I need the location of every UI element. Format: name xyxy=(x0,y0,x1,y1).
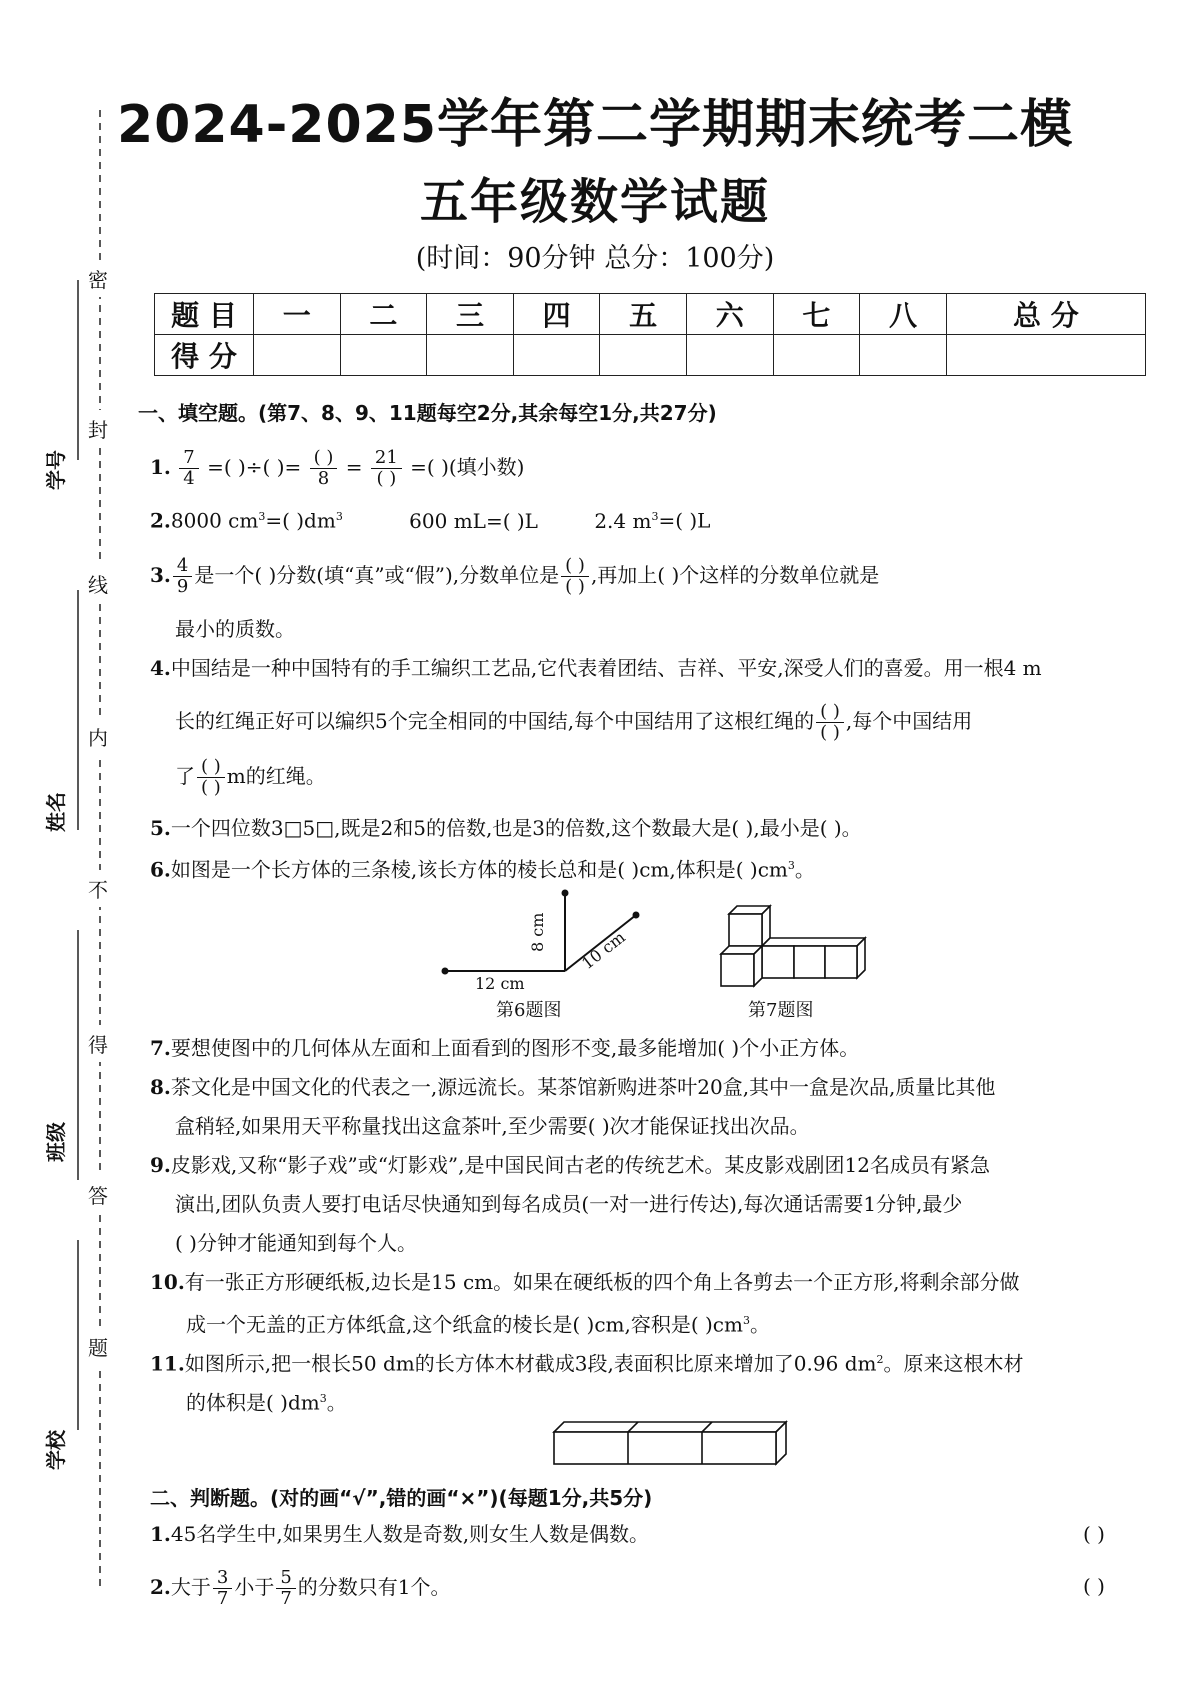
answer-paren[interactable]: ( ) xyxy=(1083,1574,1105,1598)
question-11 xyxy=(150,1348,1023,1376)
score-table-header-cell: 一 xyxy=(254,294,341,335)
score-table-header-cell: 五 xyxy=(600,294,687,335)
seal-char: 题 xyxy=(88,1328,108,1365)
score-table-header-row xyxy=(155,294,1146,335)
text: 。 xyxy=(749,1312,770,1337)
text: 小于 xyxy=(234,1575,275,1599)
time-info: (时间：90分钟 总分：100分) xyxy=(415,243,775,274)
judge-question-2 xyxy=(150,1568,451,1609)
text: ,再加上( )个这样的分数单位就是 xyxy=(590,563,880,587)
question-number: 9. xyxy=(150,1153,171,1177)
answer-paren[interactable]: ( ) xyxy=(1083,1522,1105,1546)
question-number: 8. xyxy=(150,1075,171,1099)
superscript: 3 xyxy=(787,859,795,872)
name-label: 姓名 xyxy=(44,792,68,832)
score-cell[interactable] xyxy=(686,335,773,376)
figure-6-caption: 第6题图 xyxy=(496,1000,562,1021)
text: 中国结是一种中国特有的手工编织工艺品,它代表着团结、吉祥、平安,深受人们的喜爱。用一根4 m xyxy=(170,656,1042,680)
question-9-line3: ( )分钟才能通知到每个人。 xyxy=(175,1231,417,1255)
fraction xyxy=(173,556,192,597)
score-cell[interactable] xyxy=(340,335,427,376)
numerator: 7 xyxy=(179,448,198,469)
score-table-header-cell: 六 xyxy=(686,294,773,335)
superscript: 3 xyxy=(258,510,266,523)
superscript: 3 xyxy=(319,1392,327,1405)
text: =( )L xyxy=(658,508,711,533)
figure-7-caption: 第7题图 xyxy=(748,1000,814,1021)
score-cell[interactable] xyxy=(600,335,687,376)
text: 的分数只有1个。 xyxy=(297,1575,451,1599)
question-7 xyxy=(150,1036,859,1060)
figure-6-label-width: 10 cm xyxy=(578,927,629,973)
school-label: 学校 xyxy=(44,1430,68,1470)
binding-margin xyxy=(40,100,130,1600)
question-9-line2: 演出,团队负责人要打电话尽快通知到每名成员(一对一进行传达),每次通话需要1分钟,最少 xyxy=(175,1192,963,1216)
score-table-header-cell: 二 xyxy=(340,294,427,335)
question-10-line2 xyxy=(186,1309,770,1337)
question-3 xyxy=(150,556,879,597)
fraction xyxy=(310,448,338,489)
figure-11-timber xyxy=(550,1418,790,1470)
question-number: 1. xyxy=(150,1522,171,1546)
seal-char: 线 xyxy=(88,565,108,602)
question-number: 2. xyxy=(150,1575,171,1599)
question-10 xyxy=(150,1270,1019,1294)
fraction-blank[interactable] xyxy=(197,757,225,798)
section2-heading: 二、判断题。(对的画“√”,错的画“×”)(每题1分,共5分) xyxy=(150,1486,653,1510)
score-cell[interactable] xyxy=(860,335,947,376)
denominator: 9 xyxy=(176,576,189,597)
superscript: 3 xyxy=(651,510,659,523)
denominator-blank[interactable]: ( ) xyxy=(565,576,585,597)
question-number: 3. xyxy=(150,563,171,587)
text: 。 xyxy=(794,857,815,882)
text: 8000 cm xyxy=(170,508,259,533)
score-cell[interactable] xyxy=(946,335,1145,376)
question-4 xyxy=(150,656,1042,680)
score-table-header-cell: 总 分 xyxy=(946,294,1145,335)
text: 600 mL=( )L xyxy=(409,508,538,533)
figure-6-label-height: 8 cm xyxy=(528,912,547,952)
text: 一个四位数3□5□,既是2和5的倍数,也是3的倍数,这个数最大是( ),最小是( )。 xyxy=(170,816,862,840)
text: 有一张正方形硬纸板,边长是15 cm。如果在硬纸板的四个角上各剪去一个正方形,将剩余部分做 xyxy=(184,1270,1020,1294)
text: 成一个无盖的正方体纸盒,这个纸盒的棱长是( )cm,容积是( )cm xyxy=(186,1312,743,1337)
numerator-blank[interactable]: ( ) xyxy=(197,757,225,778)
section1-heading: 一、填空题。(第7、8、9、11题每空2分,其余每空1分,共27分) xyxy=(138,401,717,425)
fraction xyxy=(213,1568,232,1609)
question-number: 5. xyxy=(150,816,171,840)
student-id-label: 学号 xyxy=(44,450,68,490)
text: =( )(填小数) xyxy=(410,455,525,479)
question-number: 1. xyxy=(150,455,171,479)
denominator: 7 xyxy=(216,1588,229,1609)
denominator-blank[interactable]: ( ) xyxy=(376,468,397,489)
seal-char: 内 xyxy=(88,718,108,755)
seal-char: 密 xyxy=(88,260,108,297)
judge-question-1 xyxy=(150,1522,649,1546)
score-cell[interactable] xyxy=(427,335,514,376)
text: 皮影戏,又称“影子戏”或“灯影戏”,是中国民间古老的传统艺术。某皮影戏剧团12名成员有紧急 xyxy=(170,1153,990,1177)
fraction xyxy=(276,1568,295,1609)
numerator: 21 xyxy=(371,448,402,469)
superscript: 3 xyxy=(742,1314,750,1327)
fraction xyxy=(179,448,198,489)
question-6 xyxy=(150,854,815,882)
text: 大于 xyxy=(170,1575,211,1599)
score-cell[interactable] xyxy=(773,335,860,376)
seal-char: 封 xyxy=(88,410,108,447)
question-4-line3 xyxy=(175,757,326,798)
denominator: 8 xyxy=(317,468,330,489)
text: 长的红绳正好可以编织5个完全相同的中国结,每个中国结用了这根红绳的 xyxy=(175,709,815,733)
score-table-header-cell: 四 xyxy=(513,294,600,335)
text: 的体积是( )dm xyxy=(186,1390,320,1415)
text: 了 xyxy=(175,764,195,788)
class-label: 班级 xyxy=(44,1122,68,1162)
numerator: 5 xyxy=(276,1568,295,1589)
superscript: 3 xyxy=(335,510,343,523)
question-8-line2: 盒稍轻,如果用天平称量找出这盒茶叶,至少需要( )次才能保证找出次品。 xyxy=(175,1114,810,1138)
seal-char: 得 xyxy=(88,1025,108,1062)
score-cell[interactable] xyxy=(513,335,600,376)
question-1 xyxy=(150,448,524,489)
question-8 xyxy=(150,1075,995,1099)
numerator: 4 xyxy=(173,556,192,577)
numerator: 3 xyxy=(213,1568,232,1589)
seal-char: 不 xyxy=(88,870,108,907)
text: =( )dm xyxy=(265,508,336,533)
denominator: 7 xyxy=(280,1588,292,1609)
score-cell[interactable] xyxy=(254,335,341,376)
question-2 xyxy=(150,505,710,533)
exam-title: 2024-2025学年第二学期期末统考二模 xyxy=(116,95,1074,155)
question-4-line2 xyxy=(175,702,972,743)
exam-subtitle: 五年级数学试题 xyxy=(419,174,770,230)
text: 要想使图中的几何体从左面和上面看到的图形不变,最多能增加( )个小正方体。 xyxy=(170,1036,860,1060)
fraction-blank[interactable] xyxy=(561,556,589,597)
fraction xyxy=(371,448,402,489)
score-table-header-cell: 三 xyxy=(427,294,514,335)
superscript: 2 xyxy=(876,1353,884,1366)
figure-6-label-length: 12 cm xyxy=(475,974,525,993)
denominator-blank[interactable]: ( ) xyxy=(820,722,840,743)
denominator: 4 xyxy=(183,468,195,489)
text: 是一个( )分数(填“真”或“假”),分数单位是 xyxy=(194,563,560,587)
text: 。原来这根木材 xyxy=(883,1351,1024,1376)
question-9 xyxy=(150,1153,990,1177)
score-table-score-row xyxy=(155,335,1146,376)
score-table-header-cell: 七 xyxy=(773,294,860,335)
question-number: 2. xyxy=(150,508,171,533)
denominator-blank[interactable]: ( ) xyxy=(201,777,221,798)
text: 茶文化是中国文化的代表之一,源远流长。某茶馆新购进茶叶20盒,其中一盒是次品,质量比其他 xyxy=(170,1075,996,1099)
text: 如图是一个长方体的三条棱,该长方体的棱长总和是( )cm,体积是( )cm xyxy=(170,857,788,882)
text: 2.4 m xyxy=(594,508,652,533)
text: 45名学生中,如果男生人数是奇数,则女生人数是偶数。 xyxy=(170,1522,650,1546)
seal-char: 答 xyxy=(88,1176,108,1213)
score-table-header-cell: 题 目 xyxy=(155,294,254,335)
text: 如图所示,把一根长50 dm的长方体木材截成3段,表面积比原来增加了0.96 dm xyxy=(184,1351,877,1376)
figure-7-cubes xyxy=(715,900,875,1000)
question-number: 7. xyxy=(150,1036,171,1060)
question-11-line2 xyxy=(186,1387,347,1415)
score-table-header-cell: 八 xyxy=(860,294,947,335)
numerator-blank[interactable]: ( ) xyxy=(310,448,338,469)
numerator-blank[interactable]: ( ) xyxy=(561,556,589,577)
fraction-blank[interactable] xyxy=(816,702,844,743)
numerator-blank[interactable]: ( ) xyxy=(816,702,844,723)
score-table xyxy=(154,293,1146,376)
text: 。 xyxy=(326,1390,347,1415)
question-3-line2: 最小的质数。 xyxy=(175,617,295,641)
question-number: 10. xyxy=(150,1270,185,1294)
text: ,每个中国结用 xyxy=(845,709,973,733)
score-table-row-label: 得 分 xyxy=(155,335,254,376)
question-number: 4. xyxy=(150,656,171,680)
text: m的红绳。 xyxy=(226,764,326,788)
text: =( )÷( )= xyxy=(207,455,302,479)
question-number: 6. xyxy=(150,857,171,882)
question-5 xyxy=(150,816,862,840)
question-number: 11. xyxy=(150,1351,185,1376)
text: = xyxy=(345,455,363,479)
